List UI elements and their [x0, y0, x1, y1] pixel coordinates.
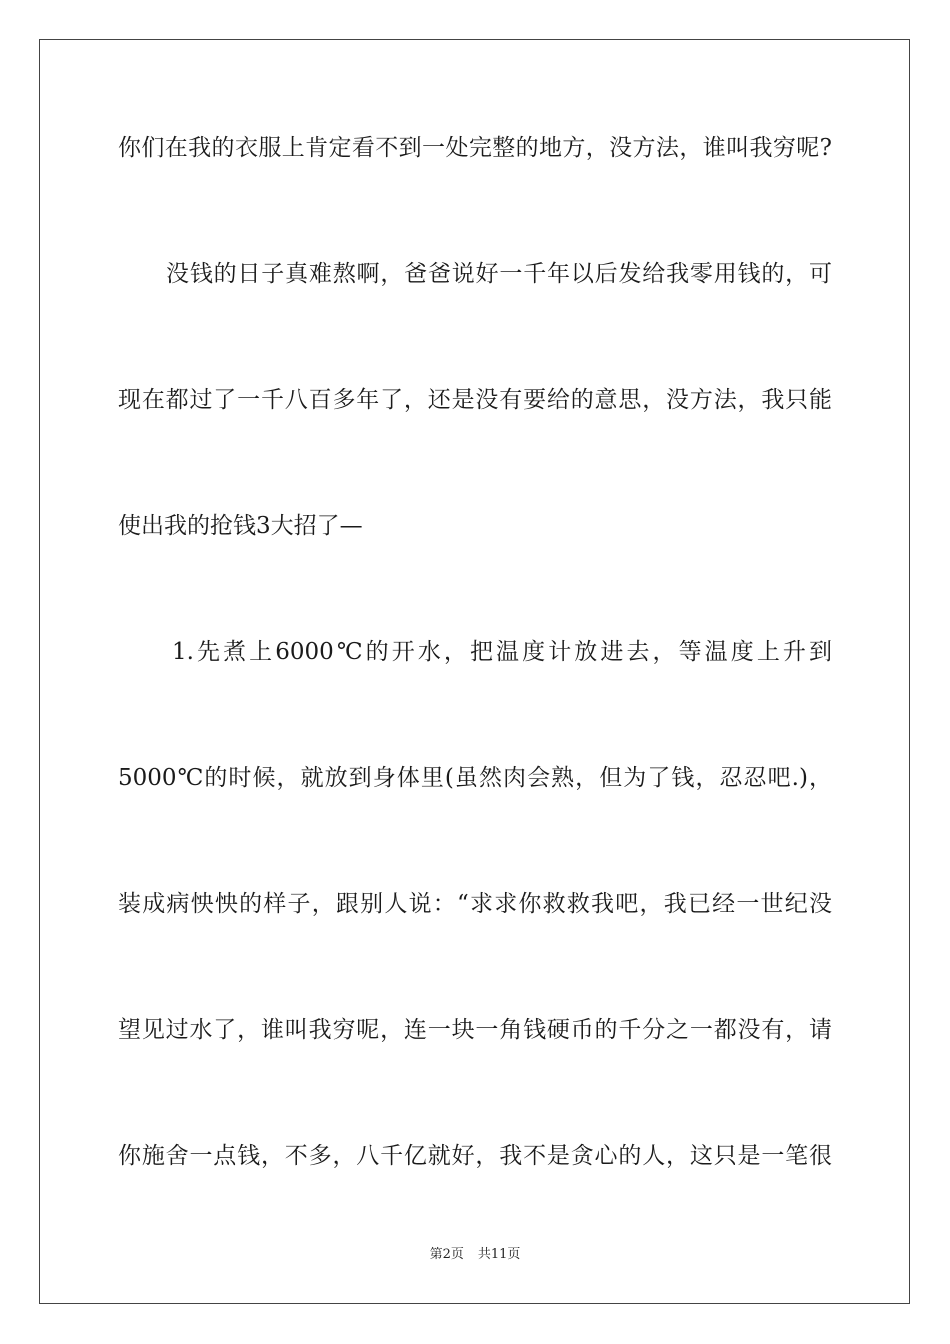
text-line-2: 没钱的日子真难熬啊，爸爸说好一千年以后发给我零用钱的，可 [166, 261, 832, 287]
page-total: 共11页 [477, 1247, 521, 1262]
text-line-5: 1.先煮上6000℃的开水，把温度计放进去，等温度上升到 [172, 639, 832, 665]
page-footer [0, 1246, 950, 1264]
text-line-1: 你们在我的衣服上肯定看不到一处完整的地方，没方法，谁叫我穷呢? [118, 135, 832, 161]
text-line-7: 装成病怏怏的样子，跟别人说：“求求你救救我吧，我已经一世纪没 [118, 891, 832, 917]
page-number: 第2页 [429, 1247, 464, 1262]
text-line-4: 使出我的抢钱3大招了— [118, 513, 363, 539]
page-border [39, 39, 910, 1304]
text-line-9: 你施舍一点钱，不多，八千亿就好，我不是贪心的人，这只是一笔很 [118, 1143, 832, 1169]
text-line-8: 望见过水了，谁叫我穷呢，连一块一角钱硬币的千分之一都没有，请 [118, 1017, 832, 1043]
text-line-6: 5000℃的时候，就放到身体里(虽然肉会熟，但为了钱，忍忍吧.)， [118, 765, 832, 791]
text-line-3: 现在都过了一千八百多年了，还是没有要给的意思，没方法，我只能 [118, 387, 832, 413]
